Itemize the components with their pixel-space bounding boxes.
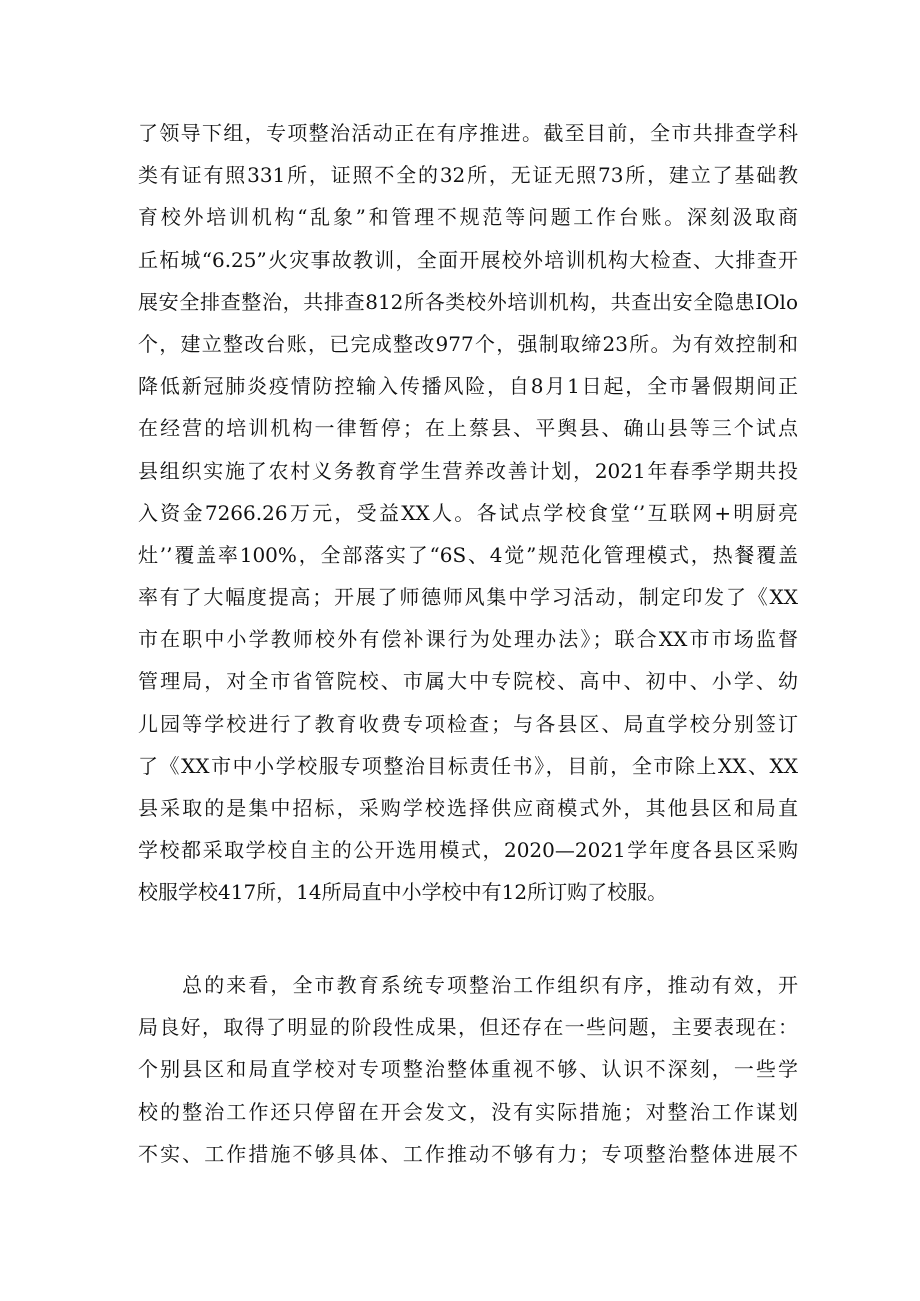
- text-line: 展安全排查整治，共排查812所各类校外培训机构，共查出安全隐患IOlo: [138, 289, 798, 314]
- text-line: 了《XX市中小学校服专项整治目标责任书》，目前，全市除上XX、XX: [138, 753, 798, 778]
- text-line: 儿园等学校进行了教育收费专项检查；与各县区、局直学校分别签订: [138, 711, 798, 736]
- paragraph-1: [138, 112, 798, 914]
- paragraph-2: [138, 964, 798, 1175]
- text-line: 不实、工作措施不够具体、工作推动不够有力；专项整治整体进展不: [138, 1141, 798, 1166]
- text-line: 个，建立整改台账，已完成整改977个，强制取缔23所。为有效控制和: [138, 331, 798, 356]
- text-line: 了领导下组，专项整治活动正在有序推进。截至目前，全市共排查学科: [138, 121, 798, 145]
- text-line: 育校外培训机构“乱象”和管理不规范等问题工作台账。深刻汲取商: [138, 205, 798, 230]
- text-line: 市在职中小学教师校外有偿补课行为处理办法》；联合XX市市场监督: [138, 627, 798, 652]
- text-line: 丘柘城“6.25”火灾事故教训，全面开展校外培训机构大检查、大排查开: [138, 247, 798, 272]
- text-line: 校的整治工作还只停留在开会发文，没有实际措施；对整治工作谋划: [138, 1099, 798, 1124]
- text-line: 率有了大幅度提高；开展了师德师风集中学习活动，制定印发了《XX: [138, 585, 798, 610]
- text-line: 学校都采取学校自主的公开选用模式，2020—2021学年度各县区采购: [138, 838, 798, 863]
- text-line: 在经营的培训机构一律暂停；在上蔡县、平舆县、确山县等三个试点: [138, 416, 798, 441]
- text-line: 降低新冠肺炎疫情防控输入传播风险，自8月1日起，全市暑假期间正: [138, 374, 798, 399]
- text-line: 校服学校417所，14所局直中小学校中有12所订购了校服。: [138, 880, 668, 905]
- text-line: 总的来看，全市教育系统专项整治工作组织有序，推动有效，开: [138, 973, 798, 997]
- text-line: 灶’’覆盖率100%，全部落实了“6S、4觉”规范化管理模式，热餐覆盖: [138, 542, 798, 567]
- text-line: 入资金7266.26万元，受益XX人。各试点学校食堂‘’互联网+明厨亮: [138, 500, 798, 525]
- text-line: 县采取的是集中招标，采购学校选择供应商模式外，其他县区和局直: [138, 796, 798, 820]
- text-line: 类有证有照331所，证照不全的32所，无证无照73所，建立了基础教: [138, 163, 798, 188]
- text-line: 县组织实施了农村义务教育学生营养改善计划，2021年春季学期共投: [138, 458, 798, 483]
- text-line: 局良好，取得了明显的阶段性成果，但还存在一些问题，主要表现在：: [138, 1015, 798, 1040]
- text-line: 个别县区和局直学校对专项整治整体重视不够、认识不深刻，一些学: [138, 1057, 798, 1082]
- text-line: 管理局，对全市省管院校、市属大中专院校、高中、初中、小学、幼: [138, 669, 798, 694]
